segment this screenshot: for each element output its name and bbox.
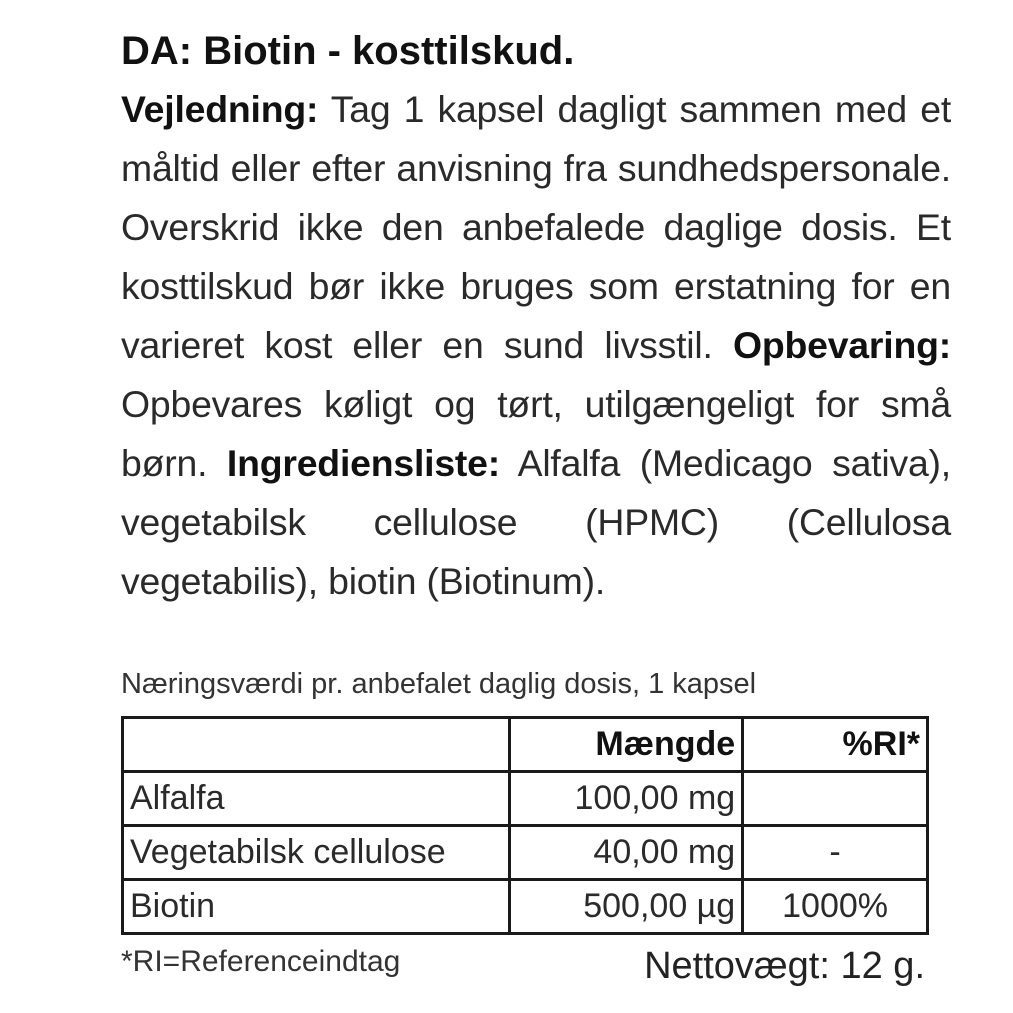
product-title: DA: Biotin - kosttilskud. bbox=[121, 29, 575, 73]
ingredients-heading: Ingrediensliste: bbox=[226, 442, 501, 484]
directions-text: Tag 1 kapsel dagligt sammen med et måltid eller efter anvisning fra sundhedspersonale. Overskrid ikke den anbefalede daglige dosis. Et kosttilskud bør ikke bruges som erstatning for en varieret kost eller en sund livsstil. bbox=[121, 88, 952, 366]
row-ri: 1000% bbox=[743, 880, 928, 934]
label-body-text bbox=[121, 80, 951, 611]
header-name bbox=[123, 718, 510, 772]
table-header-row bbox=[123, 718, 928, 772]
ri-footnote: *RI=Referenceindtag bbox=[121, 945, 401, 978]
table-row bbox=[123, 772, 928, 826]
nutrition-table bbox=[121, 716, 929, 935]
table-row bbox=[123, 826, 928, 880]
row-amount: 100,00 mg bbox=[510, 772, 743, 826]
row-name: Alfalfa bbox=[123, 772, 510, 826]
table-row bbox=[123, 880, 928, 934]
net-weight: Nettovægt: 12 g. bbox=[644, 945, 925, 987]
directions-heading: Vejledning: bbox=[121, 88, 319, 130]
storage-text: Opbevares køligt og tørt, utilgængeligt for små børn. bbox=[121, 383, 951, 484]
nutrition-table-caption: Næringsværdi pr. anbefalet daglig dosis, 1 kapsel bbox=[121, 668, 757, 700]
row-ri: - bbox=[743, 826, 928, 880]
product-label bbox=[121, 22, 951, 611]
row-amount: 40,00 mg bbox=[510, 826, 743, 880]
row-name: Biotin bbox=[123, 880, 510, 934]
ingredients-text: Alfalfa (Medicago sativa), vegetabilsk cellulose (HPMC) (Cellulosa vegetabilis), biotin (Biotinum). bbox=[121, 442, 951, 602]
row-name: Vegetabilsk cellulose bbox=[123, 826, 510, 880]
header-amount: Mængde bbox=[510, 718, 743, 772]
row-amount: 500,00 µg bbox=[510, 880, 743, 934]
header-ri: %RI* bbox=[743, 718, 928, 772]
storage-heading: Opbevaring: bbox=[732, 324, 951, 366]
row-ri bbox=[743, 772, 928, 826]
